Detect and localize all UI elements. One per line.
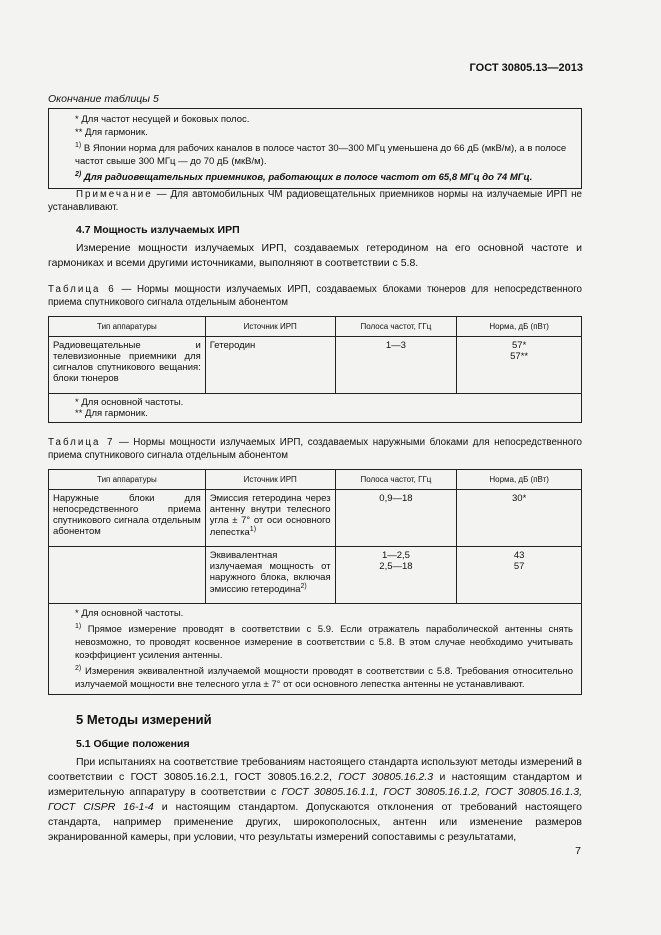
t6-cell-type: Радиовещательные и телевизионные приемники для сигналов спутникового вещания: блоки тюнеров [49, 337, 206, 394]
t6-cell-source: Гетеродин [205, 337, 335, 394]
t5-note-3: $^{1)}$ В Японии норма для рабочих каналов в полосе частот 30—300 МГц уменьшена до 66 дБ (мкВ/м), а в полосе частот свыше 300 МГц — до 70 дБ (мкВ/м). [75, 142, 567, 168]
t7-header-type: Тип аппаратуры [49, 470, 206, 490]
t7-cell-norm-2: 43 57 [457, 547, 582, 604]
t7-cell-band-1: 0,9—18 [335, 490, 457, 547]
t6-header-type: Тип аппаратуры [49, 317, 206, 337]
t6-cell-band: 1—3 [335, 337, 457, 394]
table-6 [48, 316, 582, 423]
t7-cell-band-2: 1—2,5 2,5—18 [335, 547, 457, 604]
document-header: ГОСТ 30805.13—2013 [469, 62, 583, 74]
t5-note-2: ** Для гармоник. [75, 127, 148, 138]
t5-note-4: $^{2)}$ Для радиовещательных приемников, работающих в полосе частот от 65,8 МГц до 74 МГц. [75, 171, 533, 184]
page-number: 7 [575, 845, 581, 857]
section-4-7-text: Измерение мощности излучаемых ИРП, создаваемых гетеродином на его основной частоте и гармониках и всеми другими источниками, выполняют в соответствии с 5.8. [48, 242, 582, 269]
section-5-1-title: 5.1 Общие положения [76, 738, 190, 750]
section-5-title: 5 Методы измерений [76, 712, 212, 727]
table7-caption: Таблица 7 — Нормы мощности излучаемых ИРП, создаваемых наружными блоками для непосредственного приема спутникового сигнала отдельным абонентом [48, 437, 583, 461]
t7-header-band: Полоса частот, ГГц [335, 470, 457, 490]
note-label: Примечание [76, 189, 153, 200]
t7-footnotes: * Для основной частоты. $^{1)}$ Прямое измерение проводят в соответствии с 5.9. Если отражатель параболической антенны снять невозможно, то проводят косвенное измерение в соответствии с 5.8. В этом случае необходимо учитывать коэффициент усиления антенны. $^{2)}$ Измерения эквивалентной излучаемой мощности проводят в соответствии с 5.8. Требования относительно излучаемой мощности вне телесного угла ± 7° от оси основного лепестка антенны не устанавливают. [49, 604, 582, 695]
t7-cell-type: Наружные блоки для непосредственного приема спутникового сигнала отдельным абонентом [49, 490, 206, 547]
t6-cell-norm: 57* 57** [457, 337, 582, 394]
t7-cell-source-2: Эквивалентная излучаемая мощность от наружного блока, включая эмиссию гетеродина$^{2)}$ [205, 547, 335, 604]
section-5-1-text: При испытаниях на соответствие требованиям настоящего стандарта используют методы измерений в соответствии с ГОСТ 30805.16.2.1, ГОСТ 30805.16.2.2, ГОСТ 30805.16.2.3 и настоящим стандартом и измерительную аппаратуру в соответствии с ГОСТ 30805.16.1.1, ГОСТ 30805.16.1.2, ГОСТ 30805.16.1.3, ГОСТ CISPR 16-1-4 и настоящим стандартом. Допускаются отклонения от требований настоящего стандарта, например применение других, широкополосных, антенн или изменение размеров экранированной камеры, при условии, что результаты измерений сопоставимы с результатами, [48, 756, 582, 843]
t7-cell-norm-1: 30* [457, 490, 582, 547]
t6-footnotes: * Для основной частоты. ** Для гармоник. [49, 394, 582, 423]
t7-cell-source-1: Эмиссия гетеродина через антенну внутри телесного угла ± 7° от оси основного лепестка$^{1)}$ [205, 490, 335, 547]
t7-header-norm: Норма, дБ (пВт) [457, 470, 582, 490]
table-continuation-label: Окончание таблицы 5 [48, 93, 159, 105]
table6-caption: Таблица 6 — Нормы мощности излучаемых ИРП, создаваемых блоками тюнеров для непосредственного приема спутникового сигнала отдельным абонентом [48, 284, 582, 308]
t6-header-band: Полоса частот, ГГц [335, 317, 457, 337]
t7-cell-type-empty [49, 547, 206, 604]
section-4-7-title: 4.7 Мощность излучаемых ИРП [76, 224, 240, 236]
t6-header-source: Источник ИРП [205, 317, 335, 337]
t6-header-norm: Норма, дБ (пВт) [457, 317, 582, 337]
t5-note-1: * Для частот несущей и боковых полос. [75, 114, 250, 125]
table5-notes [48, 108, 582, 189]
t7-header-source: Источник ИРП [205, 470, 335, 490]
note-paragraph: Примечание — Для автомобильных ЧМ радиовещательных приемников нормы на излучаемые ИРП не устанавливают. [48, 189, 582, 213]
table-7 [48, 469, 582, 695]
